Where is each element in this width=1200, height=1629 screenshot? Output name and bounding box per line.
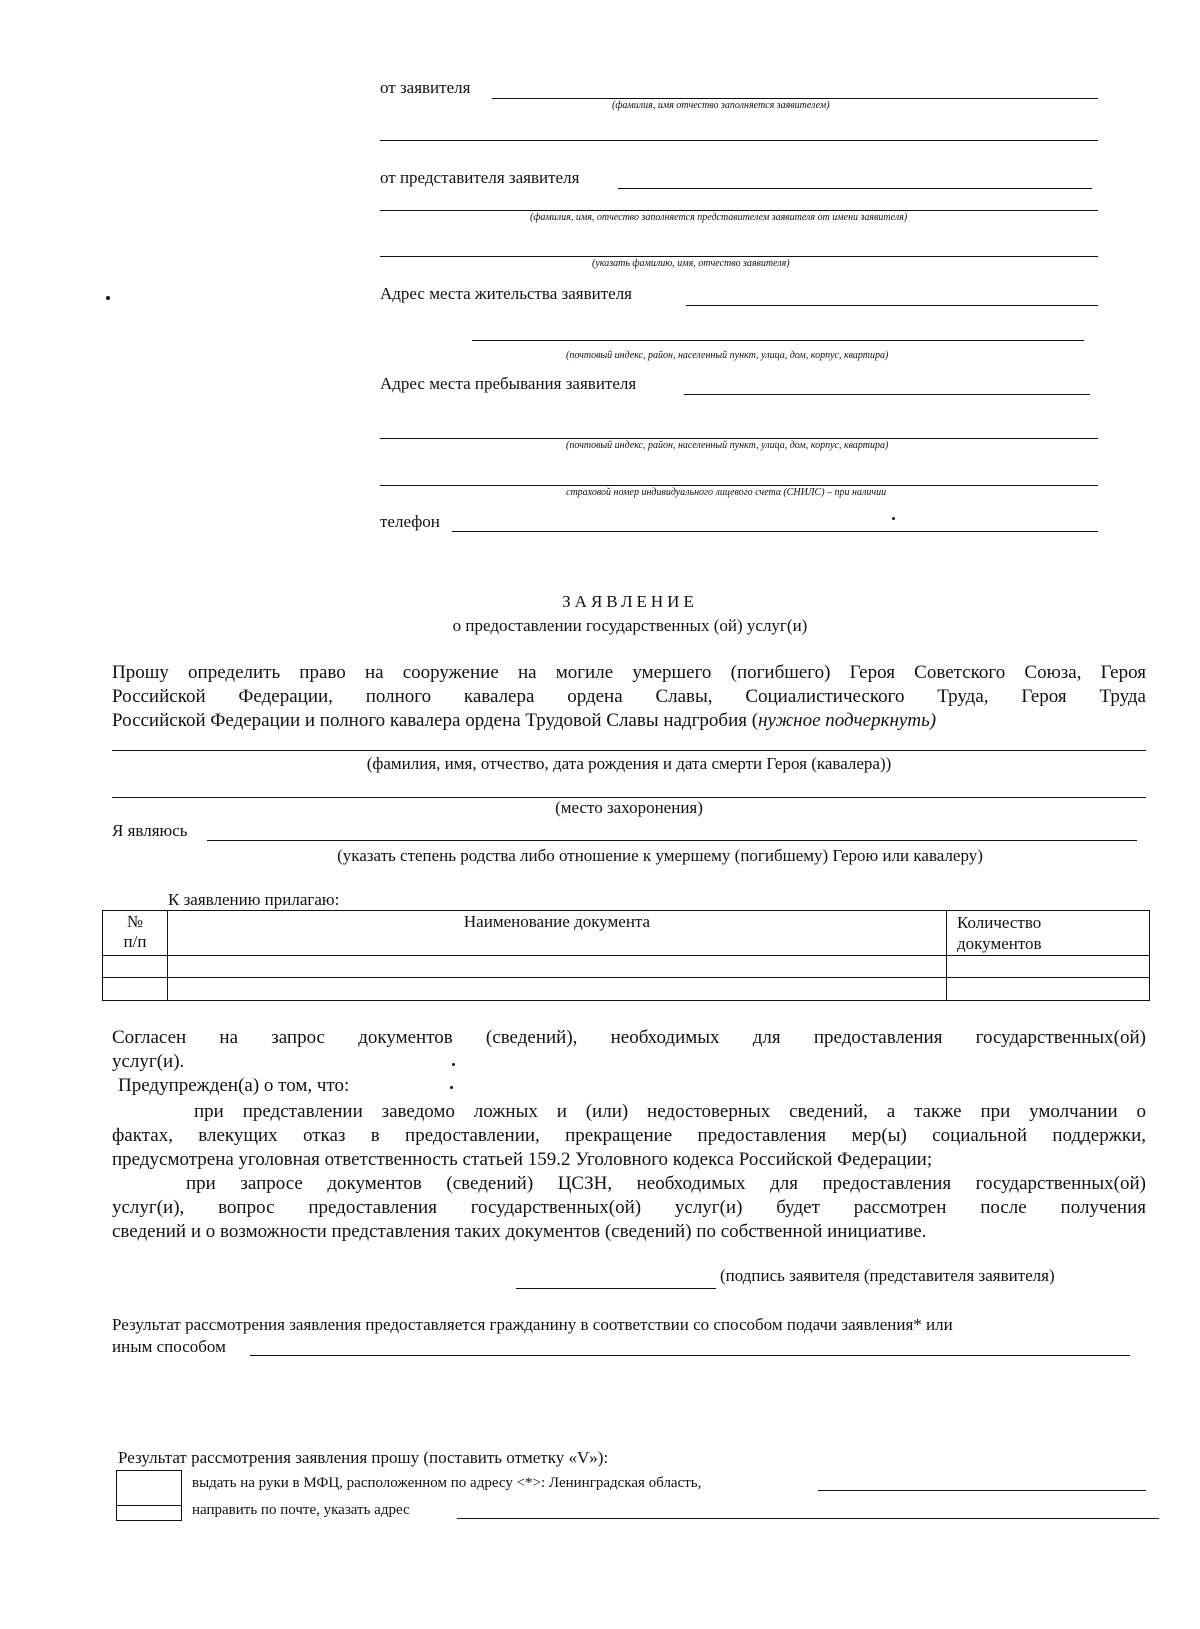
scan-speck	[892, 517, 895, 520]
signature-label: (подпись заявителя (представителя заявителя)	[720, 1266, 1055, 1285]
col-name-header: Наименование документа	[168, 911, 947, 956]
hero-name-field[interactable]	[112, 750, 1146, 751]
option-mail-checkbox[interactable]	[116, 1490, 182, 1521]
request-line-3	[112, 709, 1146, 733]
from-applicant-field[interactable]	[492, 98, 1098, 99]
col-qty-header	[947, 911, 1150, 956]
document-title: ЗАЯВЛЕНИЕ	[562, 592, 698, 611]
col-num-header	[103, 911, 168, 956]
hero-hint: (фамилия, имя, отчество, дата рождения и дата смерти Героя (кавалера))	[366, 754, 892, 773]
warning-1-line-1: при представлении заведомо ложных и (или) недостоверных сведений, а также при умолчании о	[194, 1101, 1146, 1122]
kinship-field[interactable]	[207, 840, 1137, 841]
request-line-1: Прошу определить право на сооружение на могиле умершего (погибшего) Героя Советского Союза, Героя	[112, 662, 1146, 683]
request-line-2: Российской Федерации, полного кавалера ордена Славы, Социалистического Труда, Героя Труда	[112, 686, 1146, 707]
result-line-2: иным способом	[112, 1337, 226, 1356]
attachments-label: К заявлению прилагаю:	[168, 890, 340, 909]
representative-hint: (фамилия, имя, отчество заполняется представителем заявителя от имени заявителя)	[530, 212, 908, 223]
stay-field-2[interactable]	[380, 438, 1098, 439]
stay-hint: (почтовый индекс, район, населенный пункт, улица, дом, корпус, квартира)	[566, 440, 889, 451]
warning-2-line-1: при запросе документов (сведений) ЦСЗН, необходимых для предоставления государственных(ой)	[186, 1173, 1146, 1194]
table-cell[interactable]	[103, 956, 168, 978]
result-choose-label: Результат рассмотрения заявления прошу (поставить отметку «V»):	[118, 1448, 609, 1467]
table-cell[interactable]	[947, 978, 1150, 1001]
request-line-3-italic: нужное подчеркнуть)	[758, 710, 937, 731]
scan-speck	[106, 296, 110, 300]
phone-field[interactable]	[452, 531, 1098, 532]
attachments-table	[102, 910, 1150, 1001]
residence-field-2[interactable]	[472, 340, 1084, 341]
result-line-1: Результат рассмотрения заявления предоставляется гражданину в соответствии со способом подачи заявления* или	[112, 1315, 953, 1334]
option-mfc-address-field[interactable]	[818, 1490, 1146, 1491]
option-mfc-label: выдать на руки в МФЦ, расположенном по адресу <*>: Ленинградская область,	[192, 1475, 702, 1491]
table-cell[interactable]	[947, 956, 1150, 978]
table-cell[interactable]	[103, 978, 168, 1001]
phone-label: телефон	[380, 512, 440, 531]
result-method-field[interactable]	[250, 1355, 1130, 1356]
request-line-3-main: Российской Федерации и полного кавалера ордена Трудовой Славы надгробия (	[112, 710, 759, 731]
warning-1-line-3: предусмотрена уголовная ответственность статьей 159.2 Уголовного кодекса Российской Федерации;	[112, 1149, 933, 1170]
from-applicant-hint: (фамилия, имя отчество заполняется заявителем)	[612, 100, 830, 111]
col-num-header-line-1: №	[126, 912, 144, 931]
option-mail-label: направить по почте, указать адрес	[192, 1502, 410, 1518]
representative-field-2[interactable]	[380, 210, 1098, 211]
warning-2-line-3: сведений и о возможности представления таких документов (сведений) по собственной инициативе.	[112, 1221, 927, 1242]
residence-label: Адрес места жительства заявителя	[380, 284, 633, 303]
from-representative-label: от представителя заявителя	[380, 168, 580, 187]
stay-label: Адрес места пребывания заявителя	[380, 374, 637, 393]
col-qty-header-line-2: документов	[957, 934, 1042, 953]
snils-field[interactable]	[380, 485, 1098, 486]
table-cell[interactable]	[168, 956, 947, 978]
applicant-name-hint: (указать фамилию, имя, отчество заявителя)	[592, 258, 790, 269]
col-qty-header-line-1: Количество	[957, 913, 1042, 932]
stay-field[interactable]	[684, 394, 1090, 395]
kinship-hint: (указать степень родства либо отношение к умершему (погибшему) Герою или кавалеру)	[337, 846, 983, 865]
consent-line-1: Согласен на запрос документов (сведений), необходимых для предоставления государственных(ой)	[112, 1027, 1146, 1048]
table-row	[103, 978, 1150, 1001]
residence-field[interactable]	[686, 305, 1098, 306]
scan-speck	[452, 1063, 455, 1066]
from-applicant-label: от заявителя	[380, 78, 471, 97]
warning-2-line-2: услуг(и), вопрос предоставления государственных(ой) услуг(и) будет рассмотрен после получения	[112, 1197, 1146, 1218]
warning-1-line-2: фактах, влекущих отказ в предоставлении, прекращение предоставления мер(ы) социальной поддержки,	[112, 1125, 1146, 1146]
scan-speck	[450, 1086, 453, 1089]
signature-field[interactable]	[516, 1288, 716, 1289]
document-subtitle: о предоставлении государственных (ой) услуг(и)	[452, 616, 808, 635]
col-num-header-line-2: п/п	[123, 932, 147, 951]
table-cell[interactable]	[168, 978, 947, 1001]
i-am-label: Я являюсь	[112, 821, 188, 840]
residence-hint: (почтовый индекс, район, населенный пункт, улица, дом, корпус, квартира)	[566, 350, 889, 361]
table-row	[103, 956, 1150, 978]
from-representative-field[interactable]	[618, 188, 1092, 189]
warned-label: Предупрежден(а) о том, что:	[118, 1075, 350, 1096]
burial-hint: (место захоронения)	[555, 798, 703, 817]
consent-line-2: услуг(и).	[112, 1051, 185, 1072]
option-mail-address-field[interactable]	[457, 1518, 1159, 1519]
from-applicant-field-2[interactable]	[380, 140, 1098, 141]
applicant-name-field[interactable]	[380, 256, 1098, 257]
snils-hint: страховой номер индивидуального лицевого счета (СНИЛС) – при наличии	[566, 487, 887, 498]
